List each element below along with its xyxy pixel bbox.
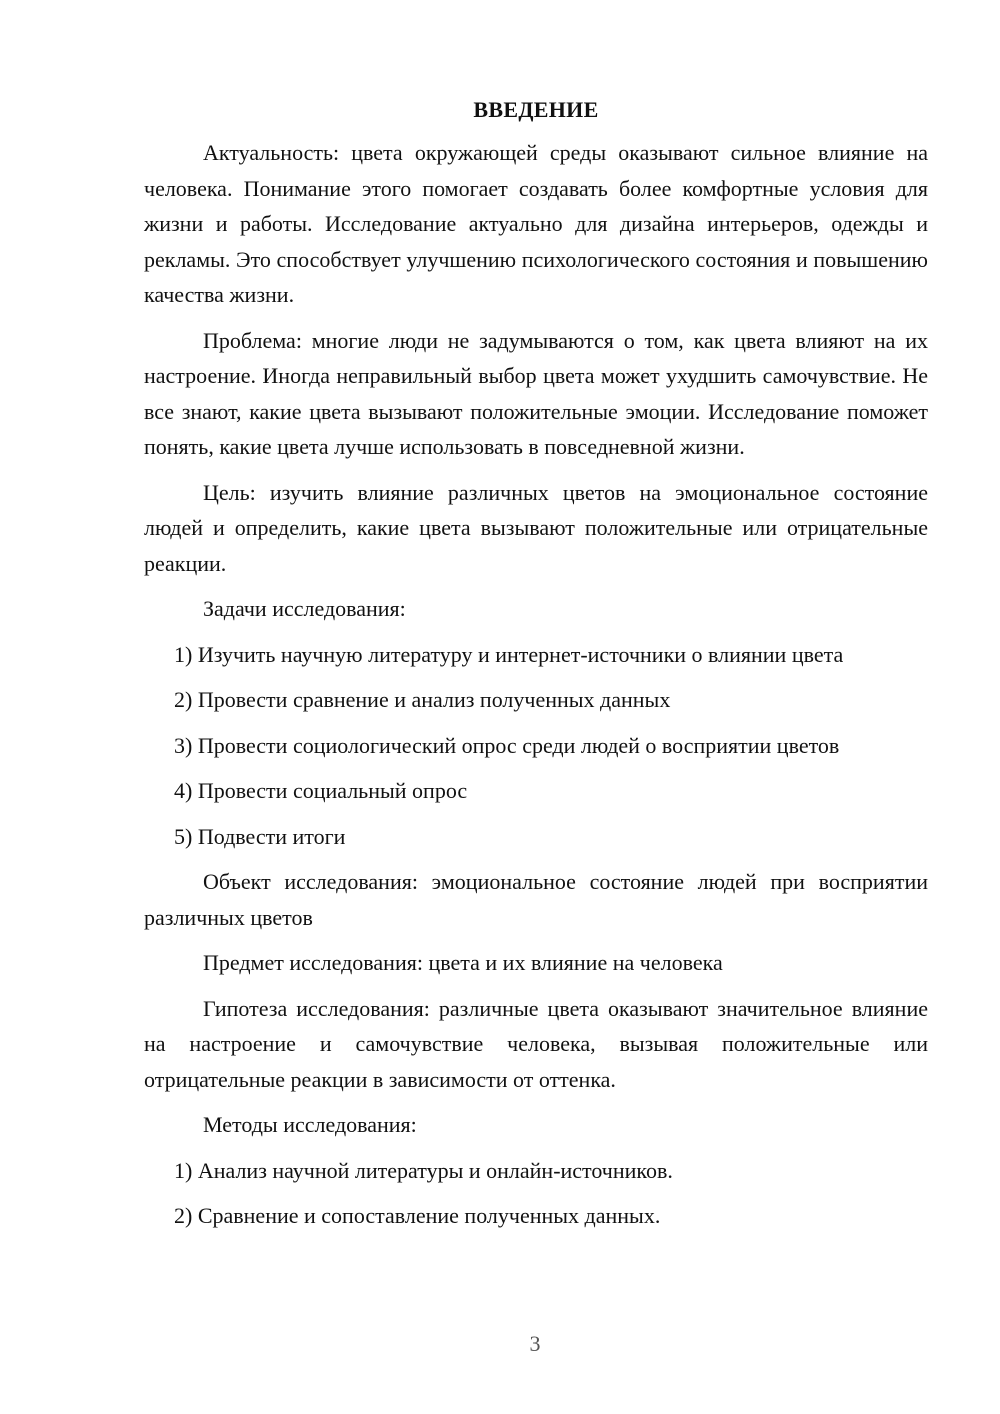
method-item: 1) Анализ научной литературы и онлайн-источников. [174, 1157, 673, 1183]
task-item: 1) Изучить научную литературу и интернет-источники о влиянии цвета [174, 641, 844, 667]
task-item: 3) Провести социологический опрос среди людей о восприятии цветов [174, 732, 840, 758]
task-item: 5) Подвести итоги [174, 823, 346, 849]
document-page [144, 95, 928, 1244]
goal-paragraph: Цель: изучить влияние различных цветов на эмоциональное состояние людей и определить, какие цвета вызывают положительные или отрицательные реакции. [144, 479, 928, 576]
task-item: 2) Провести сравнение и анализ полученных данных [174, 687, 671, 712]
relevance-paragraph: Актуальность: цвета окружающей среды оказывают сильное влияние на человека. Понимание этого помогает создавать более комфортные условия для жизни и работы. Исследование актуально для дизайна интерьеров, одежды и рекламы. Это способствует улучшению психологического состояния и повышению качества жизни. [144, 140, 928, 307]
task-item: 4) Провести социальный опрос [174, 778, 468, 803]
page-number: 3 [529, 1331, 541, 1356]
tasks-heading: Задачи исследования: [203, 596, 406, 621]
document-title: ВВЕДЕНИЕ [473, 97, 599, 122]
object-paragraph: Объект исследования: эмоциональное состояние людей при восприятии различных цветов [144, 869, 928, 930]
problem-paragraph: Проблема: многие люди не задумываются о том, как цвета влияют на их настроение. Иногда неправильный выбор цвета может ухудшить самочувствие. Не все знают, какие цвета вызывают положительные эмоции. Исследование поможет понять, какие цвета лучше использовать в повседневной жизни. [144, 327, 928, 459]
method-item: 2) Сравнение и сопоставление полученных данных. [174, 1203, 661, 1228]
hypothesis-paragraph: Гипотеза исследования: различные цвета оказывают значительное влияние на настроение и самочувствие человека, вызывая положительные или отрицательные реакции в зависимости от оттенка. [144, 995, 928, 1092]
methods-heading: Методы исследования: [203, 1112, 417, 1137]
subject-paragraph: Предмет исследования: цвета и их влияние на человека [203, 950, 723, 975]
